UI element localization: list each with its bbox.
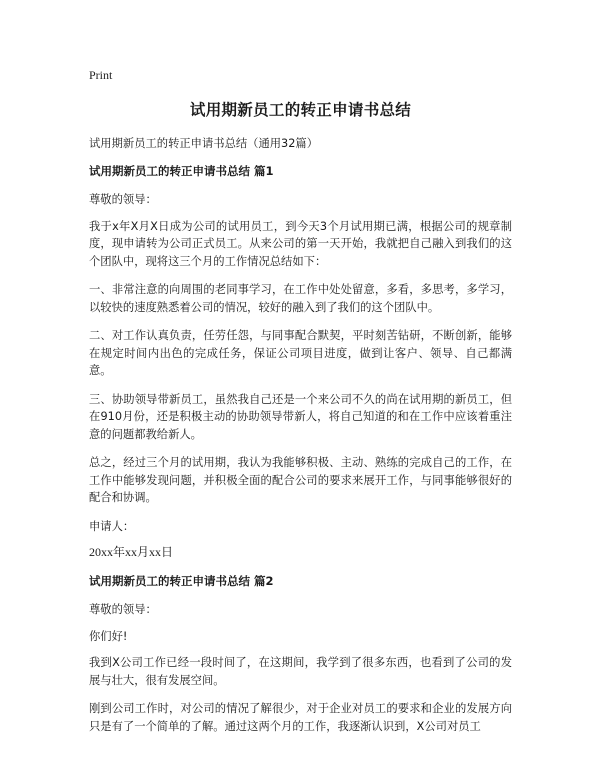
section-heading: 试用期新员工的转正申请书总结 篇2 <box>89 574 274 588</box>
paragraph: 我到X公司工作已经一段时间了，在这期间，我学到了很多东西，也看到了公司的发展与壮大，很有发展空间。 <box>89 656 512 687</box>
signature-date: 20xx年xx月xx日 <box>89 545 174 559</box>
section-heading: 试用期新员工的转正申请书总结 篇1 <box>89 164 274 178</box>
greeting: 尊敬的领导： <box>89 193 157 206</box>
document-subtitle: 试用期新员工的转正申请书总结（通用32篇） <box>89 137 319 150</box>
greeting: 尊敬的领导： <box>89 603 157 616</box>
paragraph: 三、协助领导带新员工，虽然我自己还是一个来公司不久的尚在试用期的新员工，但在910月份，还是积极主动的协助领导带新人，将自己知道的和在工作中应该着重注意的问题都教给新人。 <box>89 392 512 441</box>
document-title: 试用期新员工的转正申请书总结 <box>189 101 412 119</box>
paragraph: 我于x年X月X日成为公司的试用员工，到今天3个月试用期已满，根据公司的规章制度，现申请转为公司正式员工。从来公司的第一天开始，我就把自己融入到我们的这个团队中，现将这三个月的工作情况总结如下： <box>89 219 512 268</box>
paragraph: 一、非常注意的向周围的老同事学习，在工作中处处留意，多看，多思考，多学习，以较快的速度熟悉着公司的情况，较好的融入到了我们的这个团队中。 <box>89 283 512 314</box>
salutation: 你们好! <box>89 629 128 643</box>
paragraph: 二、对工作认真负责，任劳任怨，与同事配合默契，平时刻苦钻研，不断创新，能够在规定时间内出色的完成任务，保证公司项目进度，做到让客户、领导、自己都满意。 <box>89 329 512 377</box>
print-label: Print <box>89 68 113 82</box>
paragraph: 总之，经过三个月的试用期，我认为我能够积极、主动、熟练的完成自己的工作，在工作中能够发现问题，并积极全面的配合公司的要求来展开工作，与同事能够很好的配合和协调。 <box>89 456 512 504</box>
applicant-label: 申请人： <box>89 519 135 533</box>
paragraph: 刚到公司工作时，对公司的情况了解很少，对于企业对员工的要求和企业的发展方向只是有了一个简单的了解。通过这两个月的工作，我逐渐认识到，X公司对员工 <box>89 702 512 733</box>
